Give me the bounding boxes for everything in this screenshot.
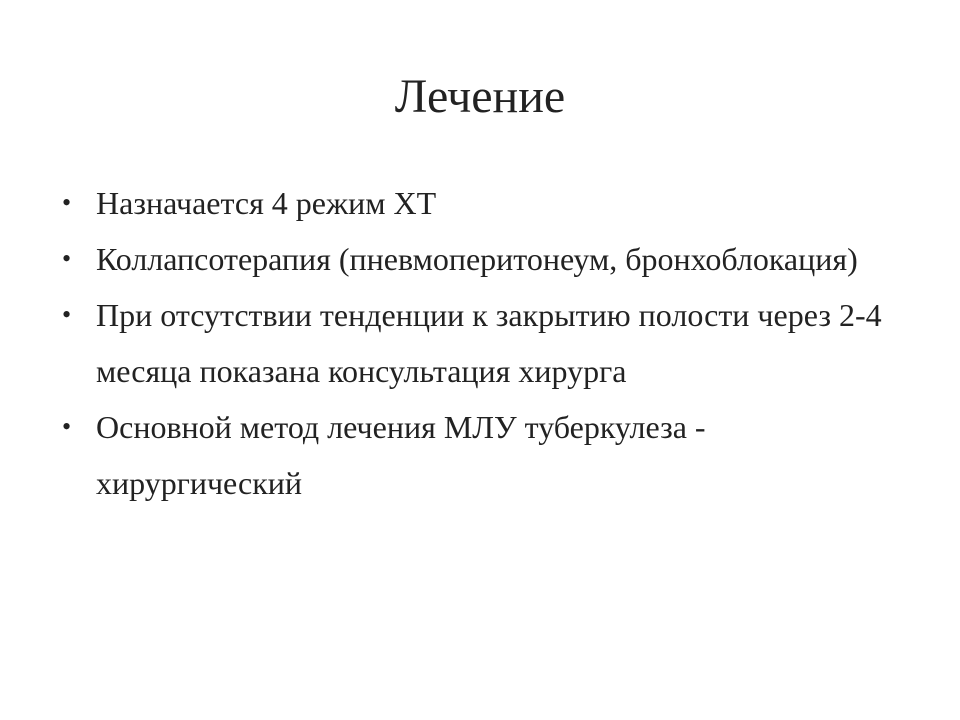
- bullet-text: Основной метод лечения МЛУ туберкулеза - хирургический: [96, 409, 706, 501]
- list-item: [56, 175, 916, 231]
- list-item: [56, 399, 916, 511]
- slide-title: Лечение: [394, 70, 566, 123]
- bullet-list: [56, 175, 916, 511]
- list-item: [56, 287, 916, 399]
- bullet-text: Назначается 4 режим ХТ: [96, 185, 437, 221]
- bullet-text: Коллапсотерапия (пневмоперитонеум, бронхоблокация): [96, 241, 858, 277]
- bullet-icon: •: [62, 300, 72, 329]
- list-item: [56, 231, 916, 287]
- bullet-icon: •: [62, 244, 72, 273]
- bullet-icon: •: [62, 188, 72, 217]
- bullet-icon: •: [62, 412, 72, 441]
- bullet-text: При отсутствии тенденции к закрытию полости через 2-4 месяца показана консультация хирурга: [96, 297, 882, 389]
